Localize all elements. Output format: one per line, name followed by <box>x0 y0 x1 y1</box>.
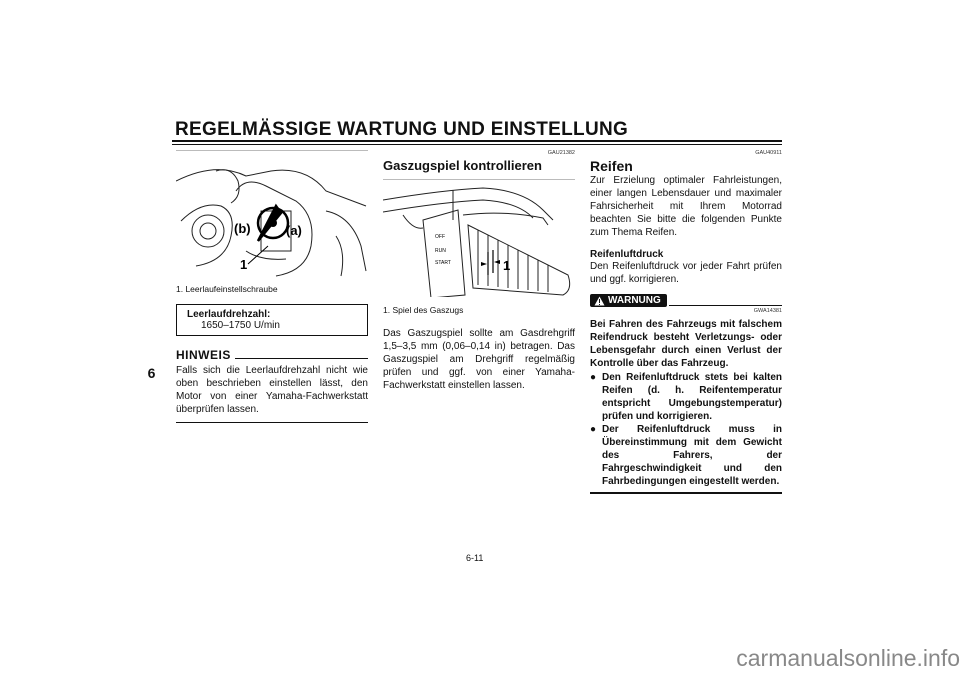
tires-intro: Zur Erzielung optimaler Fahrleistungen, einer langen Lebensdauer und maximaler Fahrsicherheit mit Ihrem Motorrad beachten Sie bitte die folgenden Punkte zum Thema Reifen. <box>590 175 782 238</box>
warning-header <box>590 294 782 307</box>
switch-run-label: RUN <box>435 248 446 254</box>
switch-off-label: OFF <box>435 234 445 240</box>
section-title: Reifen <box>590 158 633 174</box>
warning-badge <box>590 294 667 307</box>
warning-triangle-icon <box>594 296 605 306</box>
throttle-text: Das Gaszugspiel sollte am Gasdrehgriff 1,5–3,5 mm (0,06–0,14 in) betragen. Das Gaszugspiel am Drehgriff regelmäßig prüfen und ggf. von einer Yamaha-Fachwerkstatt einstellen lassen. <box>383 328 575 391</box>
throttle-illustration <box>383 180 575 297</box>
page-number: 6-11 <box>466 553 484 563</box>
warning-bullet <box>590 371 782 423</box>
throttle-figure <box>383 179 575 297</box>
bullet-text: Den Reifenluftdruck stets bei kalten Reifen (d. h. Reifentemperatur entspricht Umgebungstemperatur) prüfen und korrigieren. <box>602 372 782 422</box>
warning-bullet <box>590 423 782 488</box>
title-rule-thin <box>172 144 782 145</box>
switch-start-label: START <box>435 260 451 266</box>
warning-text: Bei Fahren des Fahrzeugs mit falschem Reifendruck besteht Verletzungs- oder Lebensgefahr durch einen Verlust der Kontrolle über das Fahrzeug. <box>590 319 782 369</box>
section-code: GAU40911 <box>755 150 782 156</box>
note-header <box>176 348 368 362</box>
pressure-text: Den Reifenluftdruck vor jeder Fahrt prüfen und ggf. korrigieren. <box>590 261 782 285</box>
figure-caption: 1. Leerlaufeinstellschraube <box>176 284 278 294</box>
spec-label: Leerlaufdrehzahl: <box>187 309 271 320</box>
bullet-text: Der Reifenluftdruck muss in Übereinstimmung mit dem Gewicht des Fahrers, der Fahrgeschwindigkeit und den Fahrbedingungen eingestellt werden. <box>602 424 782 487</box>
column-2 <box>383 150 575 392</box>
spec-value: 1650–1750 U/min <box>201 320 280 331</box>
bullet-icon: ● <box>590 424 597 435</box>
warning-label: WARNUNG <box>608 295 661 306</box>
column-1 <box>176 150 368 423</box>
bullet-icon: ● <box>590 372 597 383</box>
label-1: 1 <box>240 257 248 272</box>
warning-end-rule <box>590 492 782 494</box>
note-title: HINWEIS <box>176 348 231 362</box>
watermark[interactable]: carmanualsonline.info <box>736 645 960 671</box>
warning-rule <box>669 305 782 306</box>
note-end-rule <box>176 422 368 423</box>
page-title: REGELMÄSSIGE WARTUNG UND EINSTELLUNG <box>175 119 629 140</box>
idle-screw-illustration <box>176 151 368 280</box>
section-title: Gaszugspiel kontrollieren <box>383 158 542 173</box>
note-text: Falls sich die Leerlaufdrehzahl nicht wie oben beschrieben einstellen lässt, den Motor von einer Yamaha-Fachwerkstatt überprüfen lassen. <box>176 365 368 415</box>
title-rule <box>172 140 782 142</box>
label-a: (a) <box>286 223 302 238</box>
figure-caption: 1. Spiel des Gaszugs <box>383 305 464 315</box>
warning-code: GWA14381 <box>753 308 782 314</box>
label-1: 1 <box>503 258 511 273</box>
column-3 <box>590 150 782 494</box>
idle-screw-figure <box>176 150 368 280</box>
chapter-tab: 6 <box>141 358 162 388</box>
label-b: (b) <box>234 221 251 236</box>
subsection-title: Reifenluftdruck <box>590 249 664 260</box>
section-code: GAU21382 <box>547 150 575 156</box>
note-rule <box>235 358 368 359</box>
spec-box <box>176 304 368 336</box>
